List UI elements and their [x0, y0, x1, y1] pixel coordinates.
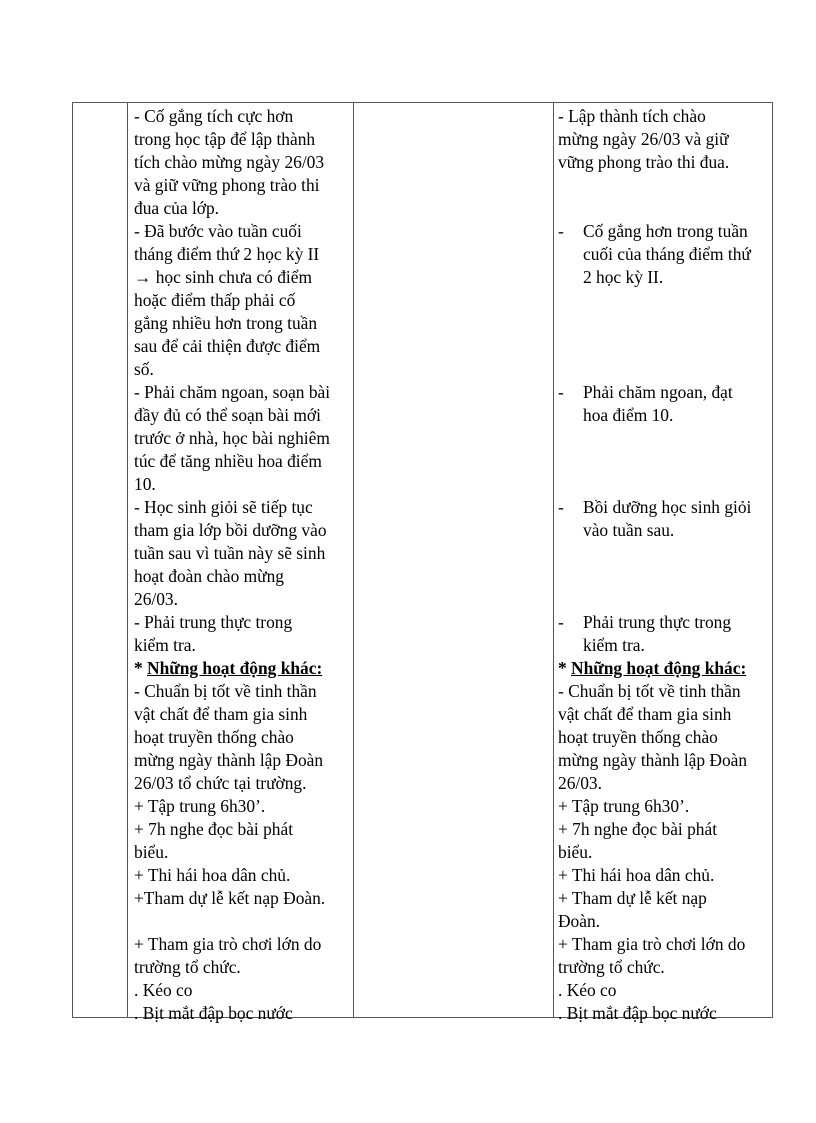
paragraph: - Đã bước vào tuần cuối tháng điểm thứ 2 học kỳ II → học sinh chưa có điểm hoặc điểm thấp phải cố gắng nhiều hơn trong tuần sau để cải thiện được điểm số.	[134, 221, 321, 379]
section-heading: * Những hoạt động khác:	[134, 658, 323, 678]
paragraph: + Tập trung 6h30’. + 7h nghe đọc bài phát biểu. + Thi hái hoa dân chủ. + Tham dự lễ kết nạp Đoàn. + Tham gia trò chơi lớn do trường tổ chức. . Kéo co . Bịt mắt đập bọc nước	[558, 796, 746, 1023]
plan-table	[72, 102, 773, 1023]
column-divider	[127, 103, 128, 1017]
paragraph: + Tham gia trò chơi lớn do trường tổ chức. . Kéo co . Bịt mắt đập bọc nước	[134, 934, 322, 1023]
content-column	[134, 105, 349, 1025]
column-divider	[353, 103, 354, 1017]
list-item: - Bồi dưỡng học sinh giỏi vào tuần sau.	[558, 497, 752, 540]
dash-bullet: -	[558, 221, 564, 241]
paragraph: - Phải trung thực trong kiểm tra.	[134, 612, 293, 655]
result-column	[558, 105, 772, 1025]
paragraph: - Chuẩn bị tốt về tinh thần vật chất để tham gia sinh hoạt truyền thống chào mừng ngày thành lập Đoàn 26/03 tổ chức tại trường.	[134, 681, 324, 793]
paragraph: - Cố gắng tích cực hơn trong học tập để lập thành tích chào mừng ngày 26/03 và giữ vững phong trào thi đua của lớp.	[134, 106, 325, 218]
paragraph: - Phải chăm ngoan, soạn bài đầy đủ có thể soạn bài mới trước ở nhà, học bài nghiêm túc để tăng nhiều hoa điểm 10.	[134, 382, 331, 494]
section-heading: * Những hoạt động khác:	[558, 658, 747, 678]
paragraph: - Học sinh giỏi sẽ tiếp tục tham gia lớp bồi dưỡng vào tuần sau vì tuần này sẽ sinh hoạt đoàn chào mừng 26/03.	[134, 497, 327, 609]
list-item: - Cố gắng hơn trong tuần cuối của tháng điểm thứ 2 học kỳ II.	[558, 221, 751, 287]
paragraph: - Lập thành tích chào mừng ngày 26/03 và giữ vững phong trào thi đua.	[558, 106, 730, 172]
paragraph: + Tập trung 6h30’. + 7h nghe đọc bài phát biểu. + Thi hái hoa dân chủ. +Tham dự lễ kết nạp Đoàn.	[134, 796, 326, 908]
paragraph: - Chuẩn bị tốt về tinh thần vật chất để tham gia sinh hoạt truyền thống chào mừng ngày thành lập Đoàn 26/03.	[558, 681, 748, 793]
list-item: - Phải chăm ngoan, đạt hoa điểm 10.	[558, 382, 733, 425]
dash-bullet: -	[558, 382, 564, 402]
dash-bullet: -	[558, 612, 564, 632]
dash-bullet: -	[558, 497, 564, 517]
column-divider	[553, 103, 554, 1017]
list-item: - Phải trung thực trong kiểm tra.	[558, 612, 732, 655]
